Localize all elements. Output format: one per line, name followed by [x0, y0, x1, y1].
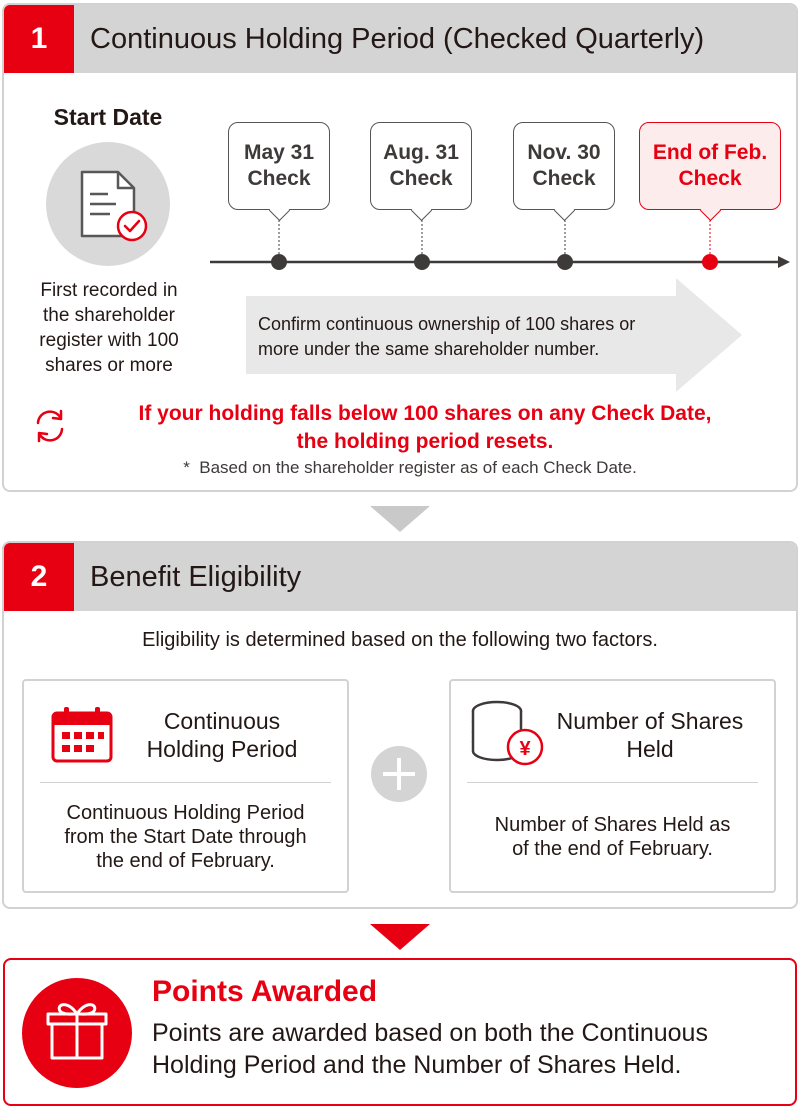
dot-aug	[414, 254, 430, 270]
dot-feb	[702, 254, 718, 270]
calendar-icon	[50, 705, 114, 763]
section-number: 1	[4, 5, 74, 73]
refresh-icon	[30, 406, 70, 446]
factor-title: Number of Shares Held	[556, 708, 744, 762]
check-label: May 31 Check	[243, 141, 315, 190]
dot-may	[271, 254, 287, 270]
flow-arrow-down-icon	[370, 506, 430, 532]
reset-warning: If your holding falls below 100 shares on any Check Date, the holding period resets.	[138, 402, 712, 453]
document-check-icon	[46, 142, 170, 266]
eligibility-intro: Eligibility is determined based on the following two factors.	[142, 629, 658, 651]
plus-icon	[371, 746, 427, 802]
factor-card-holding-period	[22, 679, 349, 893]
factor-title: Continuous Holding Period	[146, 708, 298, 762]
confirm-text: Confirm continuous ownership of 100 shares or more under the same shareholder number.	[258, 314, 636, 359]
coins-yen-icon	[467, 699, 547, 769]
dot-nov	[557, 254, 573, 270]
svg-text:¥: ¥	[519, 738, 531, 760]
points-title: Points Awarded	[152, 975, 378, 1008]
check-label: Aug. 31 Check	[383, 141, 459, 190]
section-number: 2	[4, 543, 74, 611]
flow-arrow-down-red-icon	[370, 924, 430, 950]
check-bubble-may	[228, 122, 330, 210]
check-bubble-feb	[639, 122, 781, 210]
check-label: End of Feb. Check	[652, 141, 768, 190]
timeline-markers	[208, 210, 792, 274]
footnote-mark: *	[183, 458, 190, 477]
factor-card-shares-held	[449, 679, 776, 893]
gift-icon	[22, 978, 132, 1088]
check-bubble-nov	[513, 122, 615, 210]
divider	[40, 782, 331, 783]
check-label: Nov. 30 Check	[527, 141, 601, 190]
start-date-description: First recorded in the shareholder register with 100 shares or more	[39, 280, 179, 376]
section-title: Continuous Holding Period (Checked Quarterly)	[90, 22, 705, 55]
factor-body: Number of Shares Held as of the end of February.	[494, 814, 731, 860]
section-title: Benefit Eligibility	[90, 560, 302, 593]
start-date-title: Start Date	[53, 104, 163, 130]
footnote-text: Based on the shareholder register as of each Check Date.	[199, 458, 637, 477]
divider	[467, 782, 758, 783]
check-bubble-aug	[370, 122, 472, 210]
footnote	[100, 458, 720, 478]
points-description: Points are awarded based on both the Continuous Holding Period and the Number of Shares Held.	[152, 1019, 708, 1079]
factor-body: Continuous Holding Period from the Start Date through the end of February.	[64, 802, 307, 872]
